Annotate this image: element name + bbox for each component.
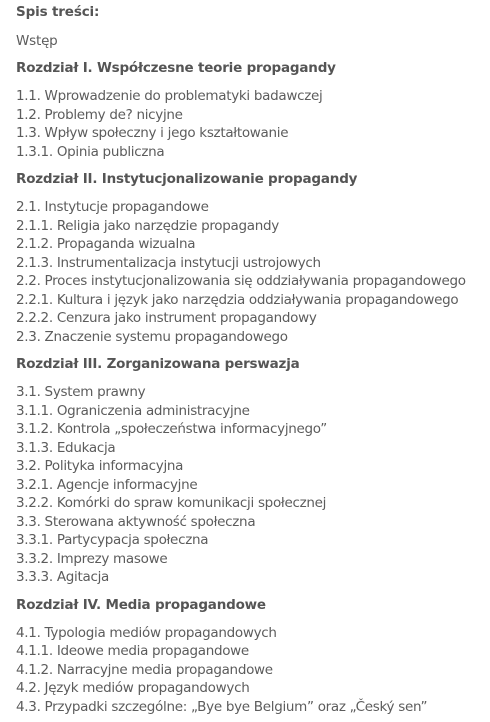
toc-entry: 3.3.3. Agitacja — [16, 569, 109, 585]
toc-heading: Spis treści: — [16, 4, 100, 20]
toc-entry: 4.3. Przypadki szczególne: „Bye bye Belgium” oraz „Český sen” — [16, 698, 428, 715]
toc-entry: 2.1. Instytucje propagandowe — [16, 199, 209, 215]
toc-entry: 3.3.1. Partycypacja społeczna — [16, 532, 209, 548]
toc-entry: 2.2.1. Kultura i język jako narzędzia oddziaływania propagandowego — [16, 291, 459, 308]
toc-entry: 2.2.2. Cenzura jako instrument propagandowy — [16, 310, 317, 326]
toc-entry: 2.1.1. Religia jako narzędzie propagandy — [16, 217, 279, 234]
chapter-title: Rozdział IV. Media propagandowe — [16, 596, 266, 613]
toc-entry: 2.3. Znaczenie systemu propagandowego — [16, 328, 288, 345]
chapter-title: Rozdział II. Instytucjonalizowanie propagandy — [16, 171, 358, 187]
toc-entry: 1.2. Problemy de? nicyjne — [16, 106, 183, 123]
toc-entry: 3.1.2. Kontrola „społeczeństwa informacyjnego” — [16, 421, 327, 437]
toc-entry: 2.1.2. Propaganda wizualna — [16, 236, 196, 252]
toc-entry: 3.2. Polityka informacyjna — [16, 458, 184, 474]
toc-entry-intro: Wstęp — [16, 33, 58, 49]
toc-entry: 4.1.2. Narracyjne media propagandowe — [16, 661, 273, 678]
toc-entry: 3.3. Sterowana aktywność społeczna — [16, 513, 256, 530]
chapter-section — [16, 596, 486, 717]
toc-entry: 3.2.2. Komórki do spraw komunikacji społecznej — [16, 495, 327, 511]
chapter-title: Rozdział III. Zorganizowana perswazja — [16, 356, 300, 372]
chapter-list — [16, 59, 486, 716]
toc-entry: 2.1.3. Instrumentalizacja instytucji ustrojowych — [16, 254, 321, 271]
table-of-contents — [16, 3, 486, 716]
chapter-section — [16, 355, 486, 587]
chapter-section — [16, 59, 486, 161]
toc-entry: 3.3.2. Imprezy masowe — [16, 550, 168, 567]
toc-entry: 4.1. Typologia mediów propagandowych — [16, 624, 277, 641]
chapter-title: Rozdział I. Współczesne teorie propagandy — [16, 60, 336, 76]
toc-entry: 1.1. Wprowadzenie do problematyki badawczej — [16, 88, 323, 104]
toc-entry: 3.1. System prawny — [16, 384, 146, 400]
toc-entry: 3.1.1. Ograniczenia administracyjne — [16, 402, 250, 419]
toc-entry: 1.3.1. Opinia publiczna — [16, 143, 165, 160]
toc-entry: 2.2. Proces instytucjonalizowania się oddziaływania propagandowego — [16, 273, 466, 289]
toc-entry: 1.3. Wpływ społeczny i jego kształtowanie — [16, 125, 289, 141]
toc-entry: 3.2.1. Agencje informacyjne — [16, 476, 198, 493]
toc-entry: 4.1.1. Ideowe media propagandowe — [16, 643, 249, 659]
toc-entry: 4.2. Język mediów propagandowych — [16, 680, 250, 696]
chapter-section — [16, 170, 486, 346]
toc-entry: 3.1.3. Edukacja — [16, 439, 116, 456]
